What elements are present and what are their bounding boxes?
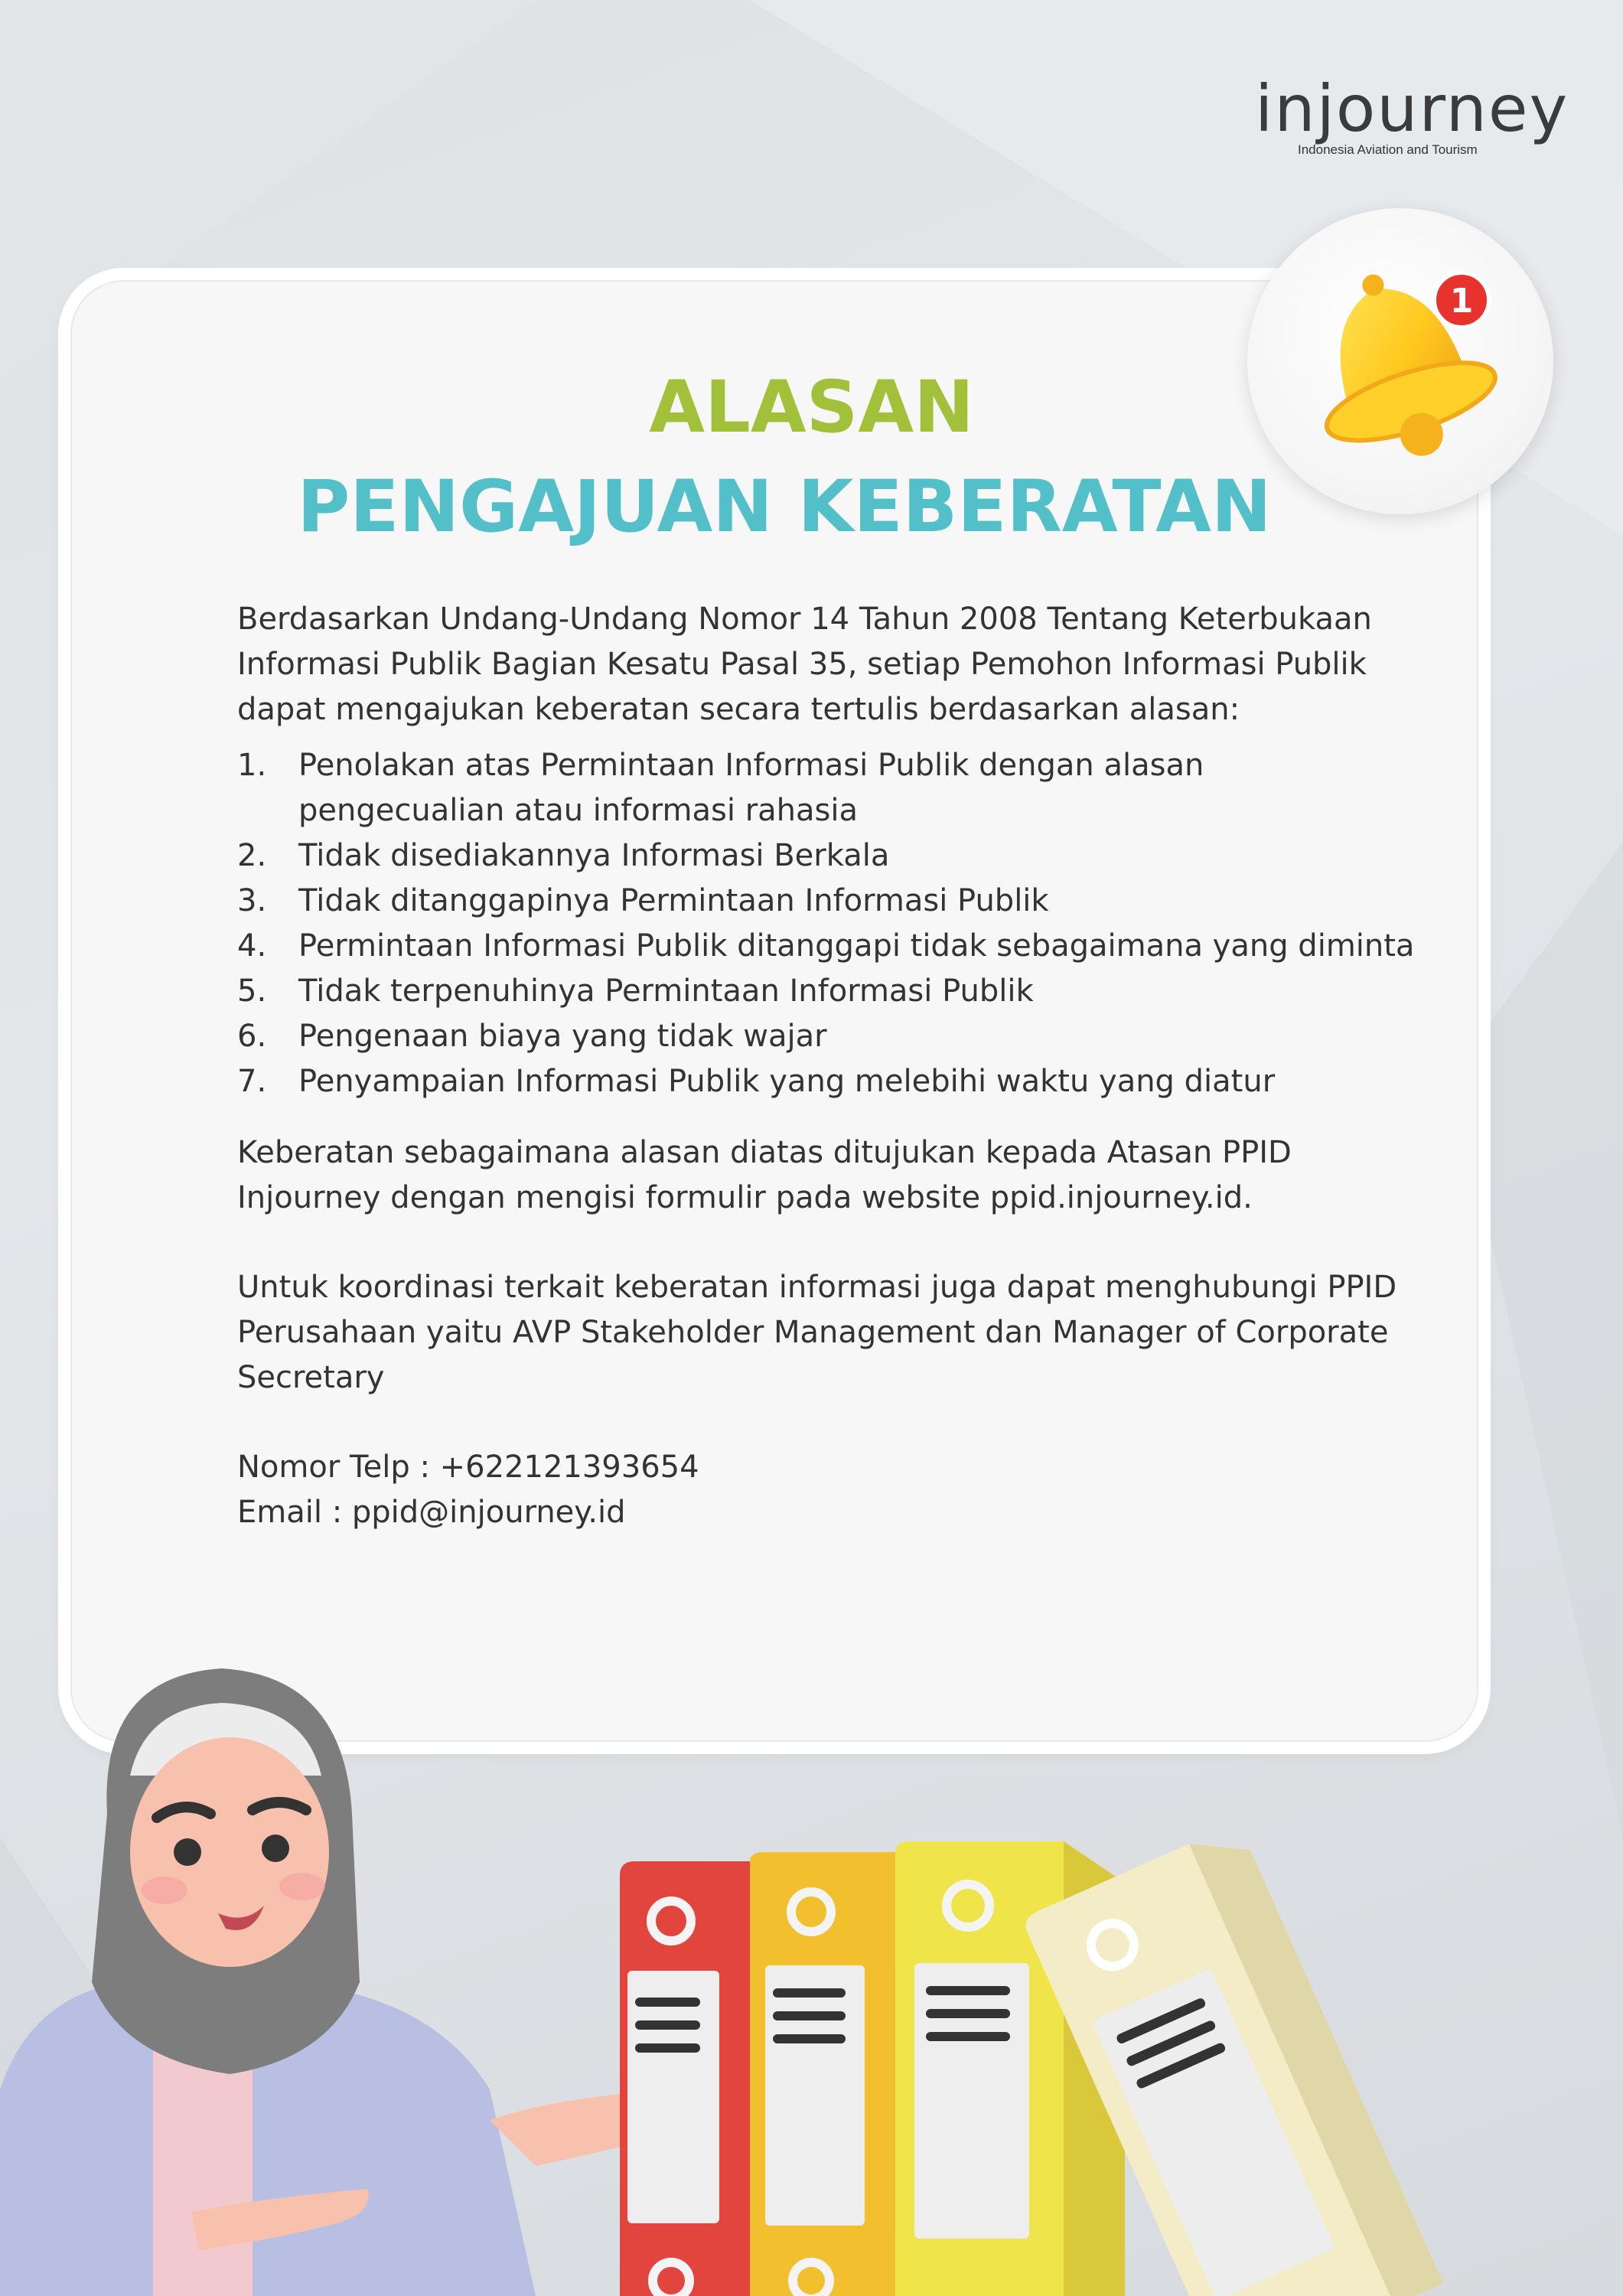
reason-text: Tidak ditanggapinya Permintaan Informasi Publik bbox=[298, 883, 1049, 918]
reason-item bbox=[237, 879, 1416, 924]
intro-paragraph: Berdasarkan Undang-Undang Nomor 14 Tahun 2008 Tentang Keterbukaan Informasi Publik Bagian Kesatu Pasal 35, setiap Pemohon Informasi Publik dapat mengajukan keberatan secara tertulis berdasarkan alasan: bbox=[237, 602, 1372, 727]
injourney-logo bbox=[1255, 71, 1569, 161]
title-pengajuan-keberatan: PENGAJUAN KEBERATAN bbox=[297, 465, 1272, 549]
title-alasan: ALASAN bbox=[649, 366, 974, 449]
reason-item bbox=[237, 1014, 1416, 1059]
reason-number: 5. bbox=[237, 974, 267, 1009]
reason-number: 4. bbox=[237, 928, 267, 964]
reason-text: Tidak disediakannya Informasi Berkala bbox=[298, 838, 890, 873]
logo-wordmark: injourney bbox=[1255, 71, 1569, 146]
reason-item bbox=[237, 833, 1416, 879]
reason-item bbox=[237, 969, 1416, 1014]
reason-number: 1. bbox=[237, 748, 267, 783]
reason-text: Penolakan atas Permintaan Informasi Publik dengan alasan pengecualian atau informasi rahasia bbox=[298, 748, 1204, 828]
folders-illustration bbox=[620, 1822, 1443, 2296]
contact-phone: Nomor Telp : +622121393654 bbox=[237, 1450, 699, 1485]
reason-text: Pengenaan biaya yang tidak wajar bbox=[298, 1019, 827, 1054]
content-body bbox=[237, 597, 1416, 1535]
coordination-note: Untuk koordinasi terkait keberatan informasi juga dapat menghubungi PPID Perusahaan yaitu AVP Stakeholder Management dan Manager of Corporate Secretary bbox=[237, 1270, 1397, 1395]
reason-item bbox=[237, 924, 1416, 969]
reason-item bbox=[237, 1059, 1416, 1104]
reason-number: 2. bbox=[237, 838, 267, 873]
bottom-illustration bbox=[0, 1661, 1623, 2296]
reason-number: 3. bbox=[237, 883, 267, 918]
submission-note: Keberatan sebagaimana alasan diatas ditujukan kepada Atasan PPID Injourney dengan mengisi formulir pada website ppid.injourney.id. bbox=[237, 1135, 1292, 1215]
logo-tagline: Indonesia Aviation and Tourism bbox=[1298, 142, 1478, 157]
reasons-list bbox=[237, 743, 1416, 1104]
character-illustration bbox=[0, 1668, 728, 2296]
reason-number: 6. bbox=[237, 1019, 267, 1054]
reason-text: Tidak terpenuhinya Permintaan Informasi Publik bbox=[298, 974, 1034, 1009]
notification-count: 1 bbox=[1449, 282, 1474, 321]
reason-text: Penyampaian Informasi Publik yang melebihi waktu yang diatur bbox=[298, 1064, 1276, 1099]
contact-email: Email : ppid@injourney.id bbox=[237, 1495, 626, 1530]
reason-number: 7. bbox=[237, 1064, 267, 1099]
reason-text: Permintaan Informasi Publik ditanggapi tidak sebagaimana yang diminta bbox=[298, 928, 1415, 964]
reason-item bbox=[237, 743, 1416, 833]
